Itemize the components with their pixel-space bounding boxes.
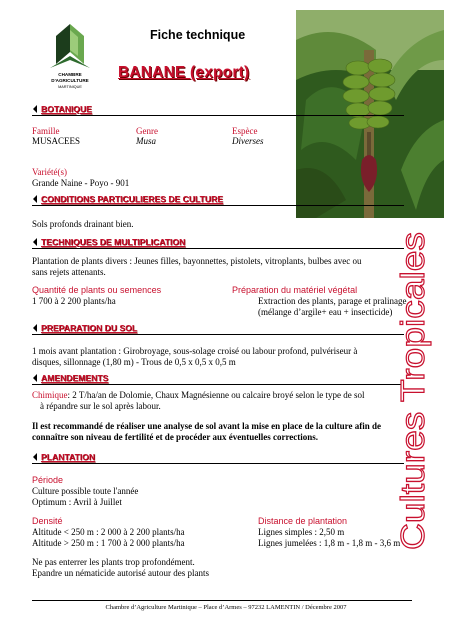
preparation-materiel-line-1: Extraction des plants, parage et pralinage bbox=[258, 296, 407, 306]
densite-line-2: Altitude > 250 m : 1 700 à 2 000 plants/ha bbox=[32, 538, 185, 548]
section-header-conditions: CONDITIONS PARTICULIERES DE CULTURE bbox=[32, 194, 223, 204]
section-header-plantation: PLANTATION bbox=[32, 452, 95, 462]
variete-label: Variété(s) bbox=[32, 167, 67, 177]
svg-text:Cultures Tropicales: Cultures Tropicales bbox=[394, 267, 431, 550]
page-title: BANANE (export) bbox=[118, 64, 250, 81]
multiplication-line-2: sans rejets attenants. bbox=[32, 267, 106, 277]
genre-label: Genre bbox=[136, 126, 158, 136]
famille-label: Famille bbox=[32, 126, 60, 136]
preparation-line-1: 1 mois avant plantation : Girobroyage, sous-solage croisé ou labour profond, pulvériseur à bbox=[32, 346, 358, 356]
distance-line-2: Lignes jumelées : 1,8 m - 1,8 m - 3,6 m bbox=[258, 538, 401, 548]
section-divider bbox=[32, 205, 404, 206]
bullet-icon bbox=[32, 238, 38, 246]
section-divider bbox=[32, 115, 404, 116]
section-header-multiplication: TECHNIQUES DE MULTIPLICATION bbox=[32, 237, 185, 247]
footer-text: Chambre d’Agriculture Martinique – Place d’Armes – 97232 LAMENTIN / Décembre 2007 bbox=[105, 604, 347, 611]
variete-value: Grande Naine - Poyo - 901 bbox=[32, 178, 130, 188]
densite-line-1: Altitude < 250 m : 2 000 à 2 200 plants/ha bbox=[32, 527, 185, 537]
section-header-preparation: PREPARATION DU SOL bbox=[32, 323, 137, 333]
chimique-label: Chimique bbox=[32, 390, 68, 400]
footer-divider bbox=[32, 600, 412, 601]
svg-text:D'AGRICULTURE: D'AGRICULTURE bbox=[51, 78, 89, 83]
amendements-line-1: Chimique: 2 T/ha/an de Dolomie, Chaux Magnésienne ou calcaire broyé selon le type de sol bbox=[32, 390, 365, 400]
periode-label: Période bbox=[32, 475, 64, 485]
bullet-icon bbox=[32, 195, 38, 203]
bullet-icon bbox=[32, 105, 38, 113]
preparation-line-2: disques, sillonnage (1,80 m) - Trous de 0,5 x 0,5 x 0,5 m bbox=[32, 357, 236, 367]
section-divider bbox=[32, 248, 404, 249]
chambre-agriculture-logo bbox=[42, 14, 98, 96]
bullet-icon bbox=[32, 453, 38, 461]
densite-label: Densité bbox=[32, 516, 63, 526]
preparation-materiel-label: Préparation du matériel végétal bbox=[232, 285, 358, 295]
periode-line-1: Culture possible toute l'année bbox=[32, 486, 139, 496]
multiplication-line-1: Plantation de plants divers : Jeunes filles, bayonnettes, pistolets, vitroplants, bulbes avec ou bbox=[32, 256, 362, 266]
distance-line-1: Lignes simples : 2,50 m bbox=[258, 527, 345, 537]
plantation-note-1: Ne pas enterrer les plants trop profondément. bbox=[32, 557, 195, 567]
preparation-materiel-line-2: (mélange d’argile+ eau + insecticide) bbox=[258, 307, 393, 317]
section-header-amendements: AMENDEMENTS bbox=[32, 373, 108, 383]
periode-line-2: Optimum : Avril à Juillet bbox=[32, 497, 122, 507]
section-divider bbox=[32, 463, 404, 464]
espece-value: Diverses bbox=[232, 136, 264, 146]
quantite-value: 1 700 à 2 200 plants/ha bbox=[32, 296, 116, 306]
banana-plant-photo bbox=[296, 10, 444, 218]
quantite-label: Quantité de plants ou semences bbox=[32, 285, 162, 295]
section-header-botanique: BOTANIQUE bbox=[32, 104, 92, 114]
cultures-tropicales-vertical-title bbox=[380, 225, 440, 555]
section-divider bbox=[32, 384, 404, 385]
plantation-note-2: Epandre un nématicide autorisé autour des plants bbox=[32, 568, 209, 578]
genre-value: Musa bbox=[136, 136, 156, 146]
bullet-icon bbox=[32, 374, 38, 382]
section-divider bbox=[32, 334, 404, 335]
famille-value: MUSACEES bbox=[32, 136, 81, 146]
amendements-line-2: à répandre sur le sol après labour. bbox=[40, 401, 161, 411]
recommandation-line-2: connaître son niveau de fertilité et de procéder aux éventuelles corrections. bbox=[32, 432, 319, 442]
distance-label: Distance de plantation bbox=[258, 516, 348, 526]
svg-text:CHAMBRE: CHAMBRE bbox=[58, 72, 82, 77]
bullet-icon bbox=[32, 324, 38, 332]
document-type-label: Fiche technique bbox=[150, 28, 246, 42]
svg-text:MARTINIQUE: MARTINIQUE bbox=[58, 85, 82, 89]
recommandation-line-1: Il est recommandé de réaliser une analyse de sol avant la mise en place de la culture afin de bbox=[32, 421, 381, 431]
espece-label: Espèce bbox=[232, 126, 258, 136]
conditions-text: Sols profonds drainant bien. bbox=[32, 219, 134, 229]
